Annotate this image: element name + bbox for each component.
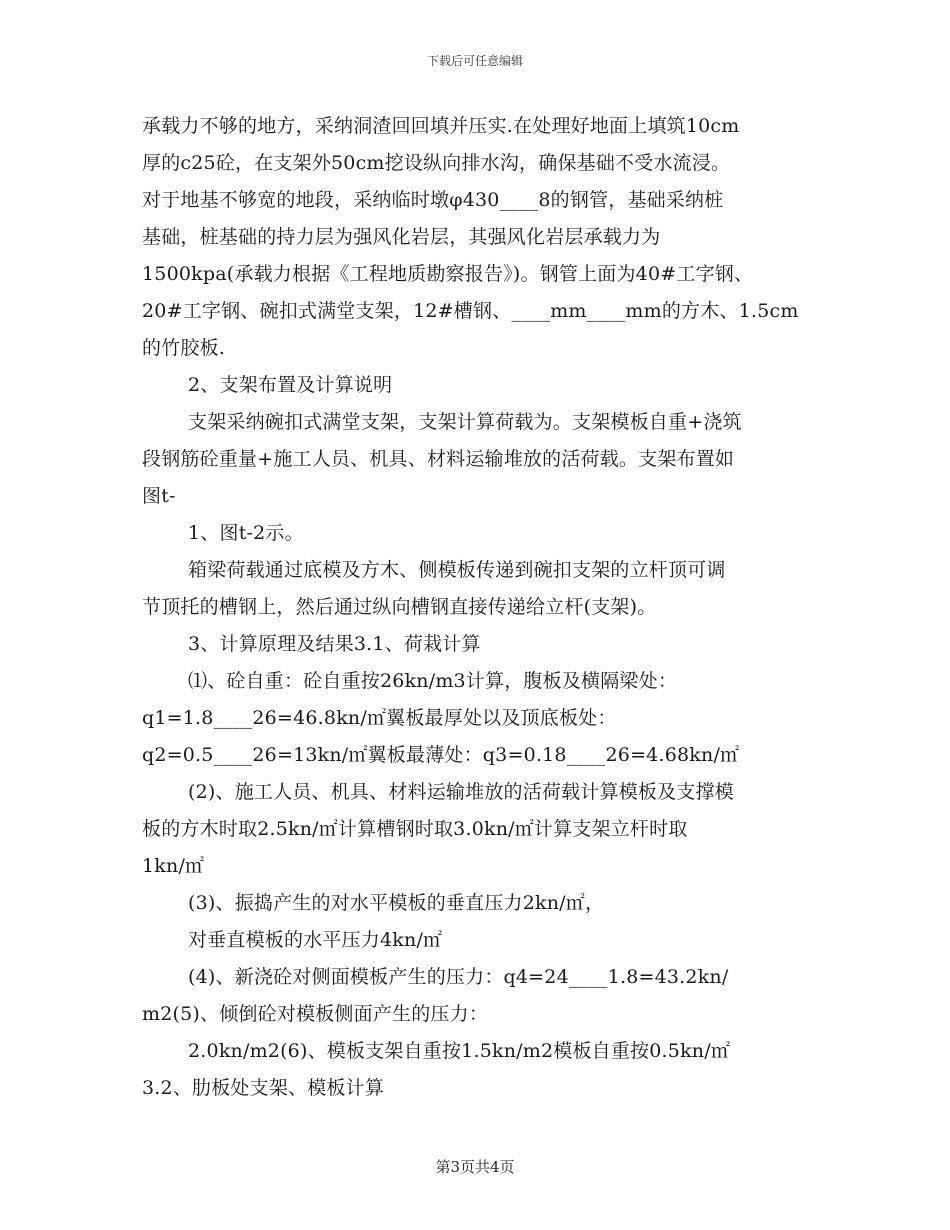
text-line: 箱梁荷载通过底模及方木、侧模板传递到碗扣支架的立杆顶可调 [188,559,726,581]
text-line: 对垂直模板的水平压力4kn/㎡ [188,929,443,951]
text-line: 20#工字钢、碗扣式满堂支架，12#槽钢、____mm____mm的方木、1.5cm [142,300,799,322]
section-heading: 3.2、肋板处支架、模板计算 [142,1077,385,1099]
section-heading: 3、计算原理及结果3.1、荷栽计算 [188,633,481,655]
text-line: 1500kpa(承载力根据《工程地质勘察报告》)。钢管上面为40#工字钢、 [142,263,754,285]
text-line: q2=0.5____26=13kn/㎡翼板最薄处：q3=0.18____26=4.68kn/㎡ [142,744,740,766]
document-body [142,108,814,1107]
text-line: 段钢筋砼重量+施工人员、机具、材料运输堆放的活荷载。支架布置如 [142,448,735,470]
text-line: (4)、新浇砼对侧面模板产生的压力：q4=24____1.8=43.2kn/ [188,966,729,988]
text-line: 图t- [142,485,176,507]
text-line: 2.0kn/m2(6)、模板支架自重按1.5kn/m2模板自重按0.5kn/㎡ [188,1040,731,1062]
text-line: 基础，桩基础的持力层为强风化岩层，其强风化岩层承载力为 [142,226,661,248]
text-line: 支架采纳碗扣式满堂支架，支架计算荷载为。支架模板自重+浇筑 [188,411,742,433]
text-line: 1kn/㎡ [142,855,205,877]
text-line: (3)、振捣产生的对水平模板的垂直压力2kn/㎡， [188,892,605,914]
text-line: 1、图t-2示。 [188,522,304,544]
text-line: q1=1.8____26=46.8kn/㎡翼板最厚处以及顶底板处： [142,707,617,729]
text-line: 节顶托的槽钢上，然后通过纵向槽钢直接传递给立杆(支架)。 [142,596,657,618]
text-line: ⑴、砼自重：砼自重按26kn/m3计算，腹板及横隔梁处： [188,670,678,692]
text-line: 板的方木时取2.5kn/㎡计算槽钢时取3.0kn/㎡计算支架立杆时取 [142,818,688,840]
section-heading: 2、支架布置及计算说明 [188,374,393,396]
text-line: 厚的c25砼，在支架外50cm挖设纵向排水沟，确保基础不受水流浸。 [142,152,731,174]
page-header: 下载后可任意编辑 [426,54,523,68]
page-footer: 第3页共4页 [435,1158,515,1176]
text-line: 的竹胶板. [142,337,226,359]
text-line: m2(5)、倾倒砼对模板侧面产生的压力： [142,1003,489,1025]
text-line: (2)、施工人员、机具、材料运输堆放的活荷载计算模板及支撑模 [188,781,734,803]
text-line: 对于地基不够宽的地段，采纳临时墩φ430____8的钢管，基础采纳桩 [142,189,724,211]
text-line: 承载力不够的地方，采纳洞渣回回填并压实.在处理好地面上填筑10cm [142,115,740,137]
